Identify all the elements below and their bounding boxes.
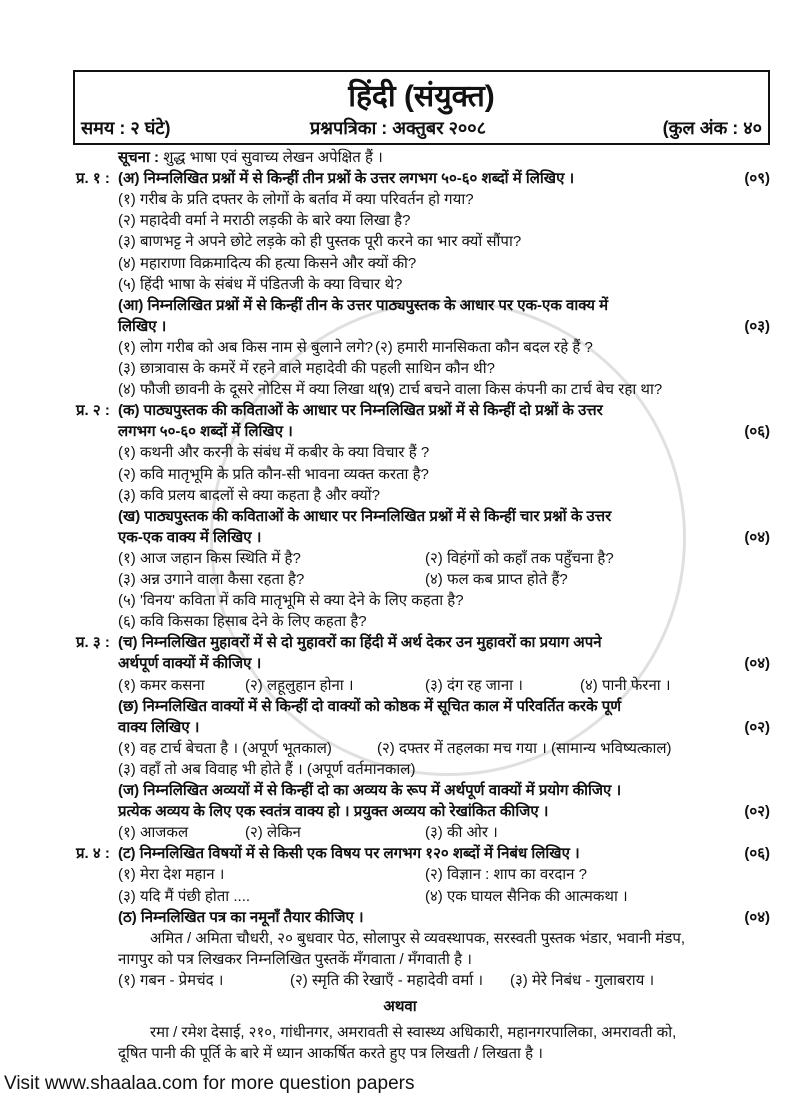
question-number: प्र. १ : <box>76 170 110 188</box>
sub-question: (१) लोग गरीब को अब किस नाम से बुलाने लगे? <box>118 338 374 356</box>
question-line <box>0 949 800 971</box>
question-heading <box>0 400 800 422</box>
sub-question: (२) दफ्तर में तहलका मच गया । (सामान्य भविष्यत्काल) <box>377 739 672 757</box>
question-text: (६) कवि किसका हिसाब देने के लिए कहता है? <box>118 613 367 631</box>
question-line <box>0 738 800 760</box>
sub-question: (४) फौजी छावनी के दूसरे नोटिस में क्या लिखा था? <box>118 381 390 399</box>
marks: (०४) <box>744 528 770 546</box>
question-line <box>0 822 800 844</box>
question-line <box>0 696 800 718</box>
question-line <box>0 210 800 232</box>
question-text: (ज) निम्नलिखित अव्ययों में से किन्हीं दो का अव्यय के रूप में अर्थपूर्ण वाक्यों में प्रयोग कीजिए । <box>118 782 622 799</box>
question-text: प्रत्येक अव्यय के लिए एक स्वतंत्र वाक्य हो । प्रयुक्त अव्यय को रेखांकित कीजिए । <box>118 803 549 821</box>
question-text: (३) वहाँ तो अब विवाह भी होते हैं । (अपूर्ण वर्तमानकाल) <box>118 760 416 778</box>
question-text: (३) बाणभट्ट ने अपने छोटे लड़के को ही पुस्तक पूरी करने का भार क्यों सौंपा? <box>118 233 522 251</box>
sub-question: (४) फल कब प्राप्त होते हैं? <box>425 571 568 588</box>
question-text: लगभग ५०-६० शब्दों में लिखिए । <box>118 423 293 441</box>
question-line <box>0 464 800 486</box>
question-line <box>0 970 800 992</box>
sub-question: (३) मेरे निबंध - गुलाबराय । <box>510 971 655 989</box>
sub-question: (२) लेकिन <box>245 824 301 842</box>
question-line <box>0 442 800 464</box>
question-text: (२) महादेवी वर्मा ने मराठी लड़की के बारे क्या लिखा है? <box>118 212 411 230</box>
or-divider: अथवा <box>383 998 417 1015</box>
question-text: (१) गरीब के प्रति दफ्तर के लोगों के बर्ताव में क्या परिवर्तन हो गया? <box>118 191 474 209</box>
question-line <box>0 780 800 802</box>
paper-date: प्रश्नपत्रिका : अक्तुबर २००८ <box>310 118 487 138</box>
question-line <box>0 801 800 823</box>
question-text: (३) छात्रावास के कमरें में रहने वाले महादेवी की पहली साथिन कौन थी? <box>118 360 495 377</box>
question-line <box>0 675 800 697</box>
question-line <box>0 717 800 739</box>
question-text: (४) महाराणा विक्रमादित्य की हत्या किसने और क्यों की? <box>118 254 417 272</box>
question-text: (आ) निम्नलिखित प्रश्नों में से किन्हीं तीन के उत्तर पाठ्यपुस्तक के आधार पर एक-एक वाक्य में <box>118 296 609 314</box>
question-text: अर्थपूर्ण वाक्यों में कीजिए । <box>118 655 262 673</box>
question-text: (ट) निम्नलिखित विषयों में से किसी एक विषय पर लगभग १२० शब्दों में निबंध लिखिए । <box>118 845 580 863</box>
question-line <box>0 928 800 950</box>
paper-header-box <box>73 70 770 145</box>
question-text: दूषित पानी की पूर्ति के बारे में ध्यान आकर्षित करते हुए पत्र लिखती / लिखता है । <box>118 1045 543 1063</box>
question-line <box>0 189 800 211</box>
sub-question: (१) वह टार्च बेचता है । (अपूर्ण भूतकाल) <box>118 739 332 757</box>
question-line <box>0 485 800 507</box>
question-text: नागपुर को पत्र लिखकर निम्नलिखित पुस्तकें मँगवाता / मँगवाती है । <box>118 950 472 968</box>
question-line <box>0 864 800 886</box>
question-line <box>0 421 800 443</box>
question-line <box>0 759 800 781</box>
question-text: (२) कवि मातृभूमि के प्रति कौन-सी भावना व्यक्त करता है? <box>118 465 429 483</box>
question-line <box>0 996 800 1018</box>
question-line <box>0 569 800 591</box>
question-number: प्र. २ : <box>76 402 110 420</box>
sub-question: (४) पानी फेरना । <box>580 676 671 694</box>
question-line <box>0 231 800 253</box>
question-text: (५) हिंदी भाषा के संबंध में पंडितजी के क्या विचार थे? <box>118 275 403 293</box>
sub-question: (३) दंग रह जाना । <box>425 676 523 694</box>
sub-question: (१) कमर कसना <box>118 676 205 694</box>
question-line <box>0 253 800 275</box>
sub-question: (३) यदि मैं पंछी होता .... <box>118 887 251 905</box>
marks: (०४) <box>744 908 770 926</box>
question-line <box>0 548 800 570</box>
question-line <box>0 358 800 380</box>
marks: (०२) <box>744 803 770 821</box>
question-line <box>0 886 800 908</box>
question-line <box>0 337 800 359</box>
question-text: (३) कवि प्रलय बादलों से क्या कहता है और क्यों? <box>118 486 380 504</box>
question-text: (ख) पाठ्यपुस्तक की कविताओं के आधार पर निम्नलिखित प्रश्नों में से किन्हीं चार प्रश्नों के उत्तर <box>118 507 612 525</box>
question-text: वाक्य लिखिए । <box>118 718 200 736</box>
time-allowed: समय : २ घंटे) <box>81 118 171 138</box>
sub-question: (१) मेरा देश महान । <box>118 866 225 884</box>
question-text: (ठ) निम्नलिखित पत्र का नमूनाँ तैयार कीजिए । <box>118 908 364 926</box>
question-text: (क) पाठ्यपुस्तक की कविताओं के आधार पर निम्नलिखित प्रश्नों में से किन्हीं दो प्रश्नों के उत्तर <box>118 402 603 420</box>
sub-question: (३) अन्न उगाने वाला कैसा रहता है? <box>118 571 305 588</box>
sub-question: (१) गबन - प्रेमचंद । <box>118 971 224 989</box>
sub-question: (३) की ओर । <box>425 824 498 842</box>
question-text: लिखिए । <box>118 317 167 335</box>
sub-question: (१) आजकल <box>118 824 189 842</box>
question-heading <box>0 632 800 654</box>
marks: (०३) <box>744 317 770 335</box>
question-line <box>0 274 800 296</box>
subject-title: हिंदी (संयुक्त) <box>348 80 495 113</box>
question-text: रमा / रमेश देसाई, २१०, गांधीनगर, अमरावती से स्वास्थ्य अधिकारी, महानगरपालिका, अमरावती को, <box>150 1024 677 1042</box>
sub-question: (२) विज्ञान : शाप का वरदान ? <box>425 866 588 884</box>
sub-question: (२) हमारी मानसिकता कौन बदल रहे हैं ? <box>375 338 593 356</box>
question-heading <box>0 168 800 190</box>
marks: (०९) <box>744 170 770 188</box>
marks: (०२) <box>744 718 770 736</box>
sub-question: (२) लहूलुहान होना । <box>245 676 354 694</box>
sub-question: (२) स्मृति की रेखाएँ - महादेवी वर्मा । <box>290 971 484 989</box>
sub-question: (२) विहंगों को कहाँ तक पहुँचना है? <box>425 549 614 567</box>
total-marks: (कुल अंक : ४० <box>662 118 762 138</box>
footer-link-text[interactable]: Visit www.shaalaa.com for more question papers <box>4 1073 415 1094</box>
question-line <box>0 653 800 675</box>
question-number: प्र. ३ : <box>76 634 110 652</box>
question-text: (५) 'विनय' कविता में कवि मातृभूमि से क्या देने के लिए कहता है? <box>118 592 464 610</box>
marks: (०६) <box>744 423 770 441</box>
question-line <box>0 611 800 633</box>
question-text: एक-एक वाक्य में लिखिए । <box>118 528 262 546</box>
instruction-text: शुद्ध भाषा एवं सुवाच्य लेखन अपेक्षित हैं । <box>163 149 383 166</box>
question-line <box>0 379 800 401</box>
question-line <box>0 527 800 549</box>
sub-question: (४) एक घायल सैनिक की आत्मकथा । <box>425 887 628 905</box>
instruction <box>118 147 383 169</box>
sub-question: (१) आज जहान किस स्थिति में है? <box>118 549 301 567</box>
question-line <box>0 506 800 528</box>
question-line <box>0 907 800 929</box>
question-line <box>0 590 800 612</box>
question-text: अमित / अमिता चौधरी, २० बुधवार पेठ, सोलापुर से व्यवस्थापक, सरस्वती पुस्तक भंडार, भवानी मंडप, <box>150 929 686 947</box>
question-line <box>0 1043 800 1065</box>
question-heading <box>0 843 800 865</box>
question-text: (च) निम्नलिखित मुहावरों में से दो मुहावरों का हिंदी में अर्थ देकर उन मुहावरों का प्रयाग अपने <box>118 634 602 652</box>
question-line <box>0 147 800 169</box>
question-line <box>0 1022 800 1044</box>
question-text: (अ) निम्नलिखित प्रश्नों में से किन्हीं तीन प्रश्नों के उत्तर लगभग ५०-६० शब्दों में लिखिए । <box>118 170 575 188</box>
question-text: (छ) निम्नलिखित वाक्यों में से किन्हीं दो वाक्यों को कोष्ठक में सूचित काल में परिवर्तित करके पूर्ण <box>118 697 622 715</box>
marks: (०४) <box>744 655 770 673</box>
question-line <box>0 316 800 338</box>
question-line <box>0 295 800 317</box>
sub-question: (५) टार्च बचने वाला किस कंपनी का टार्च बेच रहा था? <box>377 381 663 399</box>
marks: (०६) <box>744 845 770 863</box>
question-number: प्र. ४ : <box>76 845 110 863</box>
instruction-label: सूचना : <box>118 149 160 166</box>
question-text: (१) कथनी और करनी के संबंध में कबीर के क्या विचार हैं ? <box>118 444 430 462</box>
